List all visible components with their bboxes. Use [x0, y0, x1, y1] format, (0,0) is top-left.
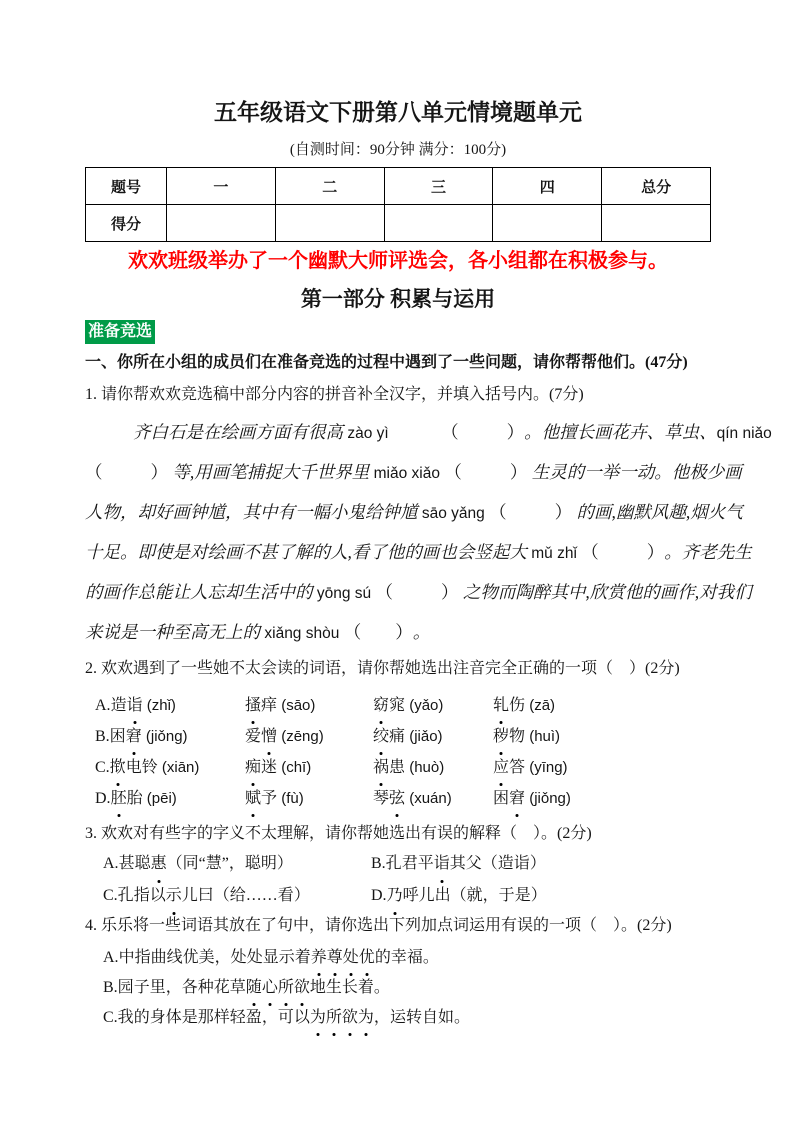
pinyin-annotation: (jiǒng): [141, 728, 188, 745]
blank-open-paren: （: [489, 502, 507, 522]
topic-badge: 准备竞选: [85, 320, 155, 344]
blank-close-paren: ）: [441, 582, 459, 602]
word-text: 绞痛: [373, 728, 405, 745]
pinyin-text: qín niǎo: [716, 425, 772, 442]
emphasis-dot-char: 胚: [111, 783, 127, 814]
blank-open-paren: （: [441, 422, 459, 442]
emphasis-dot-char: 窘: [509, 783, 525, 814]
emphasis-dot-char: 弦: [389, 783, 405, 814]
q3-option: D.乃呼儿出（就，于是）: [371, 880, 711, 912]
q4-option: C.我的身体是那样轻盈，可以为所欲为，运转自如。: [103, 1003, 711, 1033]
para-line: [85, 493, 743, 533]
q3-option: C.孔指以示儿曰（给……看）: [103, 880, 371, 912]
score-table-header-cell: 总分: [602, 168, 711, 205]
word-text: 造诣: [111, 697, 143, 714]
q3-option: B.孔君平诣其父（造诣）: [371, 848, 711, 880]
emphasis-dot-char: 应: [493, 752, 509, 783]
pinyin-text: zào yì: [347, 425, 389, 442]
score-table-header-cell: 四: [493, 168, 602, 205]
option-label: D.: [95, 790, 111, 807]
answer-blank: [581, 533, 664, 572]
topic-badge-row: [85, 320, 711, 344]
blank-open-paren: （: [85, 462, 103, 482]
answer-blank: [444, 453, 527, 492]
paragraph-text: 。他擅长画花卉、草虫、: [524, 422, 717, 442]
option-word: [245, 783, 373, 814]
blank-close-paren: ）: [150, 462, 168, 482]
emphasis-dot-char: 尊: [327, 943, 343, 973]
blank-open-paren: （: [343, 622, 362, 642]
option-label: A.: [103, 949, 119, 966]
para-line: [85, 413, 772, 453]
word-text: 赋予: [245, 790, 277, 807]
question-2-lead: 2. 欢欢遇到了一些她不太会读的词语，请你帮她选出注音完全正确的一项（ ）(2分): [85, 660, 680, 677]
emphasis-dot-char: 憎: [261, 721, 277, 752]
word-text: 窈窕: [373, 697, 405, 714]
score-cell: [493, 205, 602, 242]
question-3-lead: 3. 欢欢对有些字的字义不太理解，请你帮她选出有误的解释（ ）。(2分): [85, 825, 592, 842]
option-label: D.: [371, 887, 387, 904]
option-label: B.: [103, 979, 118, 996]
emphasis-dot-char: 痴: [245, 752, 261, 783]
score-table-body: [86, 168, 711, 242]
paragraph-text: 齐白石是在绘画方面有很高: [133, 422, 348, 442]
emphasis-dot-char: 揿: [110, 752, 126, 783]
paragraph-text: 之物而陶醉其中,欣赏他的画作,对我们: [458, 582, 752, 602]
question-2-options: [95, 690, 711, 814]
pinyin-annotation: (huì): [525, 728, 561, 745]
emphasis-dot-char: 为: [358, 1003, 374, 1033]
emphasis-dot-char: 随: [246, 973, 262, 1003]
emphasis-dot-char: 惠: [151, 848, 167, 880]
question-1-lead: 1. 请你帮欢欢竞选稿中部分内容的拼音补全汉字，并填入括号内。(7分): [85, 386, 584, 403]
pinyin-annotation: (jiǒng): [525, 790, 571, 807]
word-text: 痴迷: [245, 759, 277, 776]
answer-blank: [489, 493, 572, 532]
answer-blank: [85, 453, 168, 492]
option-word: [95, 690, 245, 721]
answer-blank: [344, 613, 413, 652]
para-line: [85, 453, 742, 493]
score-table-header-cell: 二: [275, 168, 384, 205]
emphasis-dot-char: 祸: [373, 752, 389, 783]
word-text: 爱憎: [245, 728, 277, 745]
blank-close-paren: ）: [646, 542, 665, 562]
word-text: 应答: [493, 759, 525, 776]
pinyin-annotation: (zhǐ): [142, 697, 176, 714]
score-table-header-cell: 三: [384, 168, 493, 205]
emphasis-dot-char: 赋: [245, 783, 261, 814]
emphasis-dot-char: 乃: [387, 880, 403, 912]
option-label: B.: [95, 728, 110, 745]
page-title: 五年级语文下册第八单元情境题单元: [214, 100, 582, 125]
blank-open-paren: （: [581, 542, 599, 562]
q4-option: B.园子里，各种花草随心所欲地生长着。: [103, 973, 711, 1003]
emphasis-dot-char: 处: [343, 943, 359, 973]
pinyin-text: xiǎng shòu: [264, 625, 340, 642]
score-table-header-cell: 一: [167, 168, 276, 205]
score-table-header-row: [86, 168, 711, 205]
section-one-lead: 一、你所在小组的成员们在准备竞选的过程中遇到了一些问题，请你帮帮他们。(47分): [85, 354, 688, 371]
pinyin-annotation: (fù): [277, 790, 304, 807]
answer-blank: [393, 413, 524, 452]
paragraph-text: 来说是一种至高无上的: [85, 622, 265, 642]
word-text: 琴弦: [373, 790, 405, 807]
word-text: 困窘: [493, 790, 525, 807]
emphasis-dot-char: 绞: [373, 721, 389, 752]
q2-option-row: [95, 783, 711, 814]
emphasis-dot-char: 轧: [493, 690, 509, 721]
word-text: 祸患: [373, 759, 405, 776]
blank-close-paren: ）: [395, 622, 413, 642]
emphasis-dot-char: 诣: [127, 690, 143, 721]
emphasis-dot-char: 欲: [342, 1003, 358, 1033]
pinyin-text: sāo yǎng: [421, 505, 485, 522]
option-word: [493, 783, 711, 814]
question-3-options: [103, 848, 711, 912]
option-word: [373, 690, 493, 721]
word-text: 搔痒: [245, 697, 277, 714]
pinyin-annotation: (xuán): [405, 790, 452, 807]
option-label: C.: [103, 887, 118, 904]
pinyin-annotation: (zā): [525, 697, 556, 714]
para-line: [85, 533, 752, 573]
blank-open-paren: （: [444, 462, 462, 482]
pinyin-annotation: (xiān): [157, 759, 200, 776]
score-cell: [275, 205, 384, 242]
option-word: [373, 752, 493, 783]
emphasis-dot-char: 养: [311, 943, 327, 973]
q2-option-row: [95, 690, 711, 721]
paragraph-text: 的画,幽默风趣,烟火气: [572, 502, 743, 522]
option-word: [95, 721, 245, 752]
pinyin-annotation: (sāo): [277, 697, 316, 714]
paragraph-text: 等,用画笔捕捉大千世界里: [168, 462, 374, 482]
option-word: [493, 752, 711, 783]
emphasis-dot-char: 诣: [434, 848, 450, 880]
option-word: [95, 752, 245, 783]
pinyin-annotation: (yǎo): [405, 697, 444, 714]
blank-close-paren: ）: [506, 422, 525, 442]
option-word: [493, 721, 711, 752]
option-label: C.: [103, 1009, 118, 1026]
word-text: 困窘: [110, 728, 142, 745]
emphasis-dot-char: 欲: [294, 973, 310, 1003]
part-one-heading: 第一部分 积累与运用: [300, 287, 496, 311]
score-row-label: 得分: [86, 205, 167, 242]
q4-option: A.中指曲线优美，处处显示着养尊处优的幸福。: [103, 943, 711, 973]
para-line: [85, 613, 711, 653]
option-label: A.: [103, 855, 119, 872]
paragraph-text: 十足。即使是对绘画不甚了解的人,看了他的画也会竖起大: [85, 542, 532, 562]
option-word: [245, 690, 373, 721]
pinyin-text: yōng sú: [316, 585, 372, 602]
option-word: [95, 783, 245, 814]
option-label: B.: [371, 855, 386, 872]
pinyin-annotation: (jiǎo): [405, 728, 443, 745]
pinyin-text: mǔ zhǐ: [531, 545, 577, 562]
q2-option-row: [95, 721, 711, 752]
score-cell: [167, 205, 276, 242]
score-cell: [384, 205, 493, 242]
emphasis-dot-char: 为: [310, 1003, 326, 1033]
score-table: [85, 167, 711, 242]
paragraph-text: 人物，却好画钟馗，其中有一幅小鬼给钟馗: [85, 502, 422, 522]
score-table-score-row: [86, 205, 711, 242]
pinyin-annotation: (zēng): [277, 728, 324, 745]
emphasis-dot-char: 所: [326, 1003, 342, 1033]
emphasis-dot-char: 优: [359, 943, 375, 973]
emphasis-dot-char: 搔: [245, 690, 261, 721]
exam-info: (自测时间：90分钟 满分：100分): [289, 142, 507, 158]
pinyin-annotation: (pēi): [142, 790, 177, 807]
pinyin-annotation: (yīng): [525, 759, 568, 776]
word-text: 轧伤: [493, 697, 525, 714]
word-text: 秽物: [493, 728, 525, 745]
answer-blank: [376, 573, 459, 612]
scenario-banner: 欢欢班级举办了一个幽默大师评选会，各小组都在积极参与。: [128, 250, 668, 272]
option-label: A.: [95, 697, 111, 714]
blank-open-paren: （: [375, 582, 394, 602]
emphasis-dot-char: 所: [278, 973, 294, 1003]
pinyin-paragraph: [85, 413, 772, 653]
pinyin-annotation: (huò): [405, 759, 445, 776]
emphasis-dot-char: 窘: [126, 721, 142, 752]
paragraph-text: 。齐老先生: [664, 542, 752, 562]
emphasis-dot-char: 示: [166, 880, 182, 912]
paragraph-text: 生灵的一举一动。他极少画: [527, 462, 742, 482]
option-word: [245, 721, 373, 752]
option-word: [373, 721, 493, 752]
emphasis-dot-char: 窈: [373, 690, 389, 721]
blank-close-paren: ）: [509, 462, 528, 482]
score-cell: [602, 205, 711, 242]
option-word: [245, 752, 373, 783]
q3-option: A.甚聪惠（同“慧”，聪明）: [103, 848, 371, 880]
score-table-header-cell: 题号: [86, 168, 167, 205]
word-text: 揿电铃: [110, 759, 158, 776]
option-label: C.: [95, 759, 110, 776]
question-4-lead: 4. 乐乐将一些词语其放在了句中，请你选出下列加点词运用有误的一项（ ）。(2分): [85, 917, 672, 934]
pinyin-text: miǎo xiǎo: [373, 465, 440, 482]
pinyin-annotation: (chī): [277, 759, 312, 776]
para-line: [85, 573, 752, 613]
emphasis-dot-char: 心: [262, 973, 278, 1003]
option-word: [493, 690, 711, 721]
q2-option-row: [95, 752, 711, 783]
question-4-options: [103, 943, 711, 1033]
paragraph-text: 。: [412, 622, 431, 642]
paragraph-text: 的画作总能让人忘却生活中的: [85, 582, 317, 602]
word-text: 胚胎: [111, 790, 143, 807]
option-word: [373, 783, 493, 814]
emphasis-dot-char: 秽: [493, 721, 509, 752]
blank-close-paren: ）: [554, 502, 573, 522]
